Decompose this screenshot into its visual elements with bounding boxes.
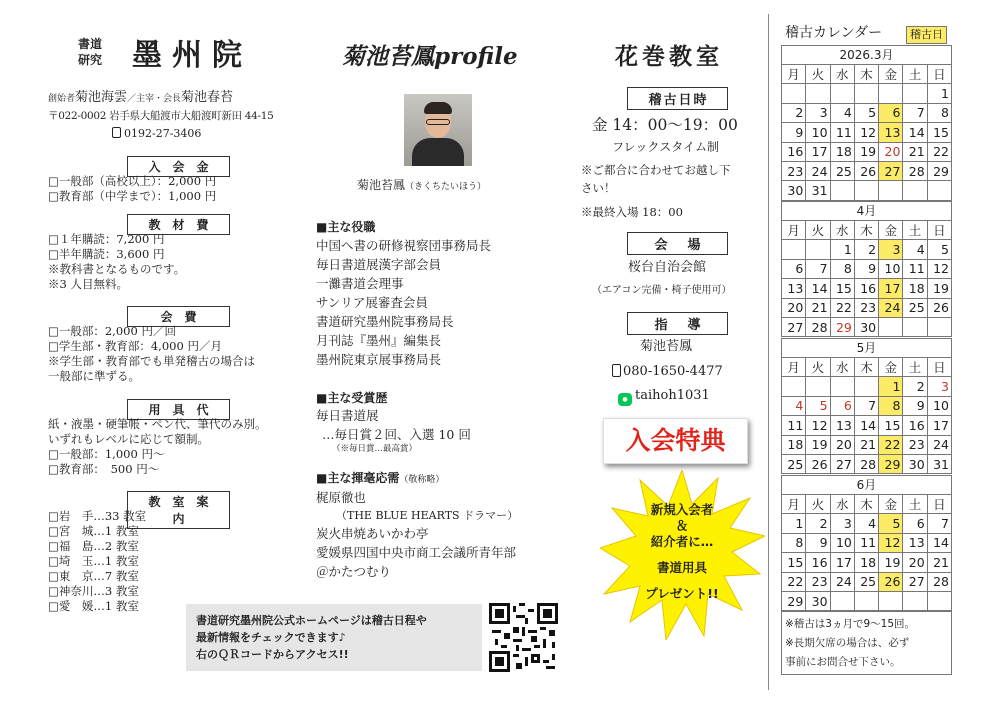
calendar-day: 2 [806,514,830,533]
small-label-line: 書道 [78,37,103,51]
work-item: ＠かたつむり [316,564,392,579]
venue-note: （エアコン完備・椅子使用可） [592,285,732,296]
instructor-phone-line [612,364,723,379]
calendar-day: 13 [830,416,854,435]
calendar-day: 30 [854,317,878,336]
weekday-header: 月 [782,65,806,84]
schedule-note1: ※ご都合に合わせてお越し下 [581,163,731,177]
calendar-day: 23 [854,298,878,317]
weekday-header: 土 [903,358,927,377]
burst-line: 書道用具 [656,560,707,575]
calendar-day [903,591,927,610]
weekday-header: 金 [879,65,903,84]
calendar-day: 6 [830,396,854,415]
role-item: 一灘書道会理事 [316,276,404,291]
materials-title: 教材費 [127,214,230,235]
tools-title: 用具代 [127,399,230,420]
calendar-note: 事前にお問合せ下さい。 [785,656,901,668]
calendar-day: 21 [927,553,951,572]
calendar-day [830,591,854,610]
calendar-day: 14 [903,123,927,142]
calendar-day: 2 [782,103,806,122]
header-small-label [78,36,102,68]
phone-line [112,126,201,141]
calendar-day [854,377,878,396]
calendar-day: 26 [806,454,830,473]
campaign-title: 入会特典 [603,418,748,464]
list-item: ※教科書となるものです。 [48,262,186,276]
homepage-note-line: 右のＱＲコードからアクセス!! [196,648,349,661]
calendar-day: 9 [782,123,806,142]
calendar-day [830,377,854,396]
calendar-day: 24 [806,161,830,180]
list-item: ※3 人目無料。 [48,277,128,291]
weekday-header: 火 [806,65,830,84]
schedule-flex: フレックスタイム制 [612,140,720,154]
calendar-day: 17 [927,416,951,435]
calendar-day [903,317,927,336]
calendar-day: 13 [903,533,927,552]
calendar-day [854,591,878,610]
work-item: 愛媛県四国中央市商工会議所青年部 [316,545,517,560]
classrooms-title: 教室案内 [127,491,230,529]
award-item: 毎日書道展 [316,408,379,423]
calendar-day: 21 [854,435,878,454]
calendar-day: 20 [879,142,903,161]
calendar-day: 1 [830,240,854,259]
calendar-day: 12 [854,123,878,142]
admission-title: 入会金 [127,156,230,177]
homepage-note-line: 最新情報をチェックできます♪ [196,631,346,644]
calendar-day: 9 [806,533,830,552]
calendar-day: 16 [903,416,927,435]
schedule-note2: ※最終入場 18：00 [581,205,683,219]
calendar-day: 7 [903,103,927,122]
line-id[interactable]: taihoh1031 [635,388,710,403]
calendar-day: 16 [782,142,806,161]
small-label-line: 研究 [78,53,103,67]
calendar-day: 17 [806,142,830,161]
weekday-header: 木 [854,221,878,240]
calendar-day: 9 [854,259,878,278]
homepage-note-line: 書道研究墨州院公式ホームページは稽古日程や [196,614,427,627]
instructor-phone[interactable]: 080-1650-4477 [623,364,723,379]
role-item: 月刊誌『墨州』編集長 [316,333,442,348]
calendar-day: 3 [830,514,854,533]
list-item: 一般部に準ずる。 [48,369,140,383]
fees-title: 会費 [127,306,230,327]
roles-heading: ■主な役職 [316,220,376,234]
calendar-day [927,317,951,336]
calendar-day: 31 [806,181,830,200]
calendar-day: 4 [830,103,854,122]
calendar-day: 4 [854,514,878,533]
weekday-header: 月 [782,495,806,514]
calendar-note: ※稽古は3ヵ月で9～15回。 [785,618,916,630]
phone-number: 0192-27-3406 [124,127,202,140]
list-item: □宮 城…1 教室 [48,524,139,538]
calendar-day: 25 [782,454,806,473]
weekday-header: 日 [927,358,951,377]
calendar-day: 15 [782,553,806,572]
weekday-header: 木 [854,358,878,377]
role-item: 毎日書道展漢字部会員 [316,257,442,272]
calendar-day: 20 [782,298,806,317]
month-label: 6月 [781,475,952,494]
month-label: 5月 [781,338,952,357]
calendar-day: 28 [927,572,951,591]
weekday-header: 金 [879,221,903,240]
founder-name: 菊池海雲 [75,90,128,105]
works-title: ■主な揮毫応需 [316,471,400,485]
weekday-header: 月 [782,221,806,240]
role-item: 書道研究墨州院事務局長 [316,314,454,329]
work-item: 梶原徹也 [316,490,367,505]
calendar-day: 2 [854,240,878,259]
weekday-header: 火 [806,358,830,377]
calendar-day: 26 [854,161,878,180]
calendar-day: 16 [854,279,878,298]
calendar-day: 4 [903,240,927,259]
calendar-day: 17 [879,279,903,298]
calendar-day [782,377,806,396]
work-item: 炭火串焼あいかわ亭 [316,526,429,541]
list-item: □教育部： 500 円～ [48,462,160,476]
calendar-month [781,45,952,201]
list-item: □１年購読：7,200 円 [48,232,165,246]
calendar-day: 1 [879,377,903,396]
month-label: 4月 [781,201,952,220]
profile-title: 菊池苔鳳profile [342,43,518,70]
weekday-header: 水 [830,65,854,84]
calendar-day: 3 [806,103,830,122]
works-note: （敬称略） [399,475,445,485]
weekday-header: 火 [806,221,830,240]
calendar-day [806,84,830,103]
classroom-title: 花巻教室 [615,43,723,70]
calendar-day: 20 [903,553,927,572]
calendar-day: 12 [806,416,830,435]
list-item: □東 京…7 教室 [48,569,139,583]
calendar-day: 11 [854,533,878,552]
calendar-day: 27 [782,317,806,336]
president-name: 菊池春苔 [181,90,234,105]
weekday-header: 水 [830,358,854,377]
role-item: 墨州院東京展事務局長 [316,352,442,367]
list-item: □学生部・教育部：4,000 円／月 [48,339,222,353]
fees-list [48,324,255,384]
calendar-day [830,181,854,200]
calendar-day: 30 [903,454,927,473]
calendar-day: 20 [830,435,854,454]
schedule-note1b: さい！ [581,181,616,195]
venue-title: 会場 [627,232,728,255]
calendar-title: 稽古カレンダー [785,25,883,41]
calendar-month [781,338,952,474]
calendar-day: 26 [879,572,903,591]
profile-name-line [357,178,486,195]
roles-list [316,236,491,369]
calendar-day: 10 [806,123,830,142]
calendar-day: 12 [879,533,903,552]
calendar-day: 6 [903,514,927,533]
qr-code[interactable] [489,603,558,672]
calendar-month [781,475,952,611]
role-item: 中国へ書の研修視察団事務局長 [316,238,492,253]
weekday-header: 日 [927,495,951,514]
calendar-day: 18 [830,142,854,161]
photo-body [412,138,464,166]
awards-list [316,406,471,455]
founder-line [48,90,233,107]
calendar-day: 31 [927,454,951,473]
weekday-header: 日 [927,65,951,84]
weekday-header: 土 [903,495,927,514]
calendar-day: 19 [927,279,951,298]
calendar-day: 30 [782,181,806,200]
calendar-day: 24 [830,572,854,591]
calendar-day: 8 [879,396,903,415]
calendar-day: 27 [879,161,903,180]
calendar-day: 8 [927,103,951,122]
burst-line: 新規入会者 [650,502,714,517]
list-item: □福 島…2 教室 [48,539,139,553]
calendar-day: 6 [879,103,903,122]
weekday-header: 金 [879,358,903,377]
list-item: □愛 媛…1 教室 [48,599,139,613]
calendar-note: ※長期欠席の場合は、必ず [785,637,910,649]
phone-icon [112,127,121,138]
calendar-day: 18 [782,435,806,454]
calendar-day: 19 [879,553,903,572]
calendar-day: 22 [927,142,951,161]
calendar-day: 11 [903,259,927,278]
calendar-day [782,240,806,259]
list-item: □教育部（中学まで）：1,000 円 [48,189,217,203]
calendar-day: 14 [806,279,830,298]
calendar-day: 19 [806,435,830,454]
calendar-day: 10 [830,533,854,552]
phone-icon [612,364,621,377]
calendar-day: 9 [903,396,927,415]
list-item: □神奈川…3 教室 [48,584,139,598]
calendar-day [854,181,878,200]
calendar-day: 7 [927,514,951,533]
calendar-day: 21 [806,298,830,317]
admission-list [48,174,216,204]
weekday-header: 火 [806,495,830,514]
founder-mid: ／主宰・会長 [127,94,182,104]
calendar-day: 17 [830,553,854,572]
calendar-notes [781,611,952,675]
works-list [316,488,518,581]
calendar-day: 23 [903,435,927,454]
photo-hair [424,102,452,114]
burst-line: 紹介者に… [650,534,714,549]
burst-line: ＆ [675,518,689,533]
address: 〒022-0002 岩手県大船渡市大船渡町新田 44-15 [48,110,274,122]
calendar-day: 5 [806,396,830,415]
calendar-day: 14 [854,416,878,435]
calendar-day: 22 [782,572,806,591]
calendar-day [854,84,878,103]
calendar-day: 28 [806,317,830,336]
list-item: □一般部（高校以上）：2,000 円 [48,174,217,188]
calendar-day: 11 [782,416,806,435]
instructor-line-row [618,388,710,406]
calendar-day [806,240,830,259]
calendar-day: 25 [854,572,878,591]
calendar-day: 28 [854,454,878,473]
calendar-day: 25 [903,298,927,317]
calendar-day: 4 [782,396,806,415]
calendar-day [879,84,903,103]
homepage-note-box [186,604,482,671]
work-item: （THE BLUE HEARTS ドラマー） [336,509,519,522]
calendar-day: 22 [830,298,854,317]
calendar-day: 22 [879,435,903,454]
tools-list [48,417,267,477]
calendar-day: 29 [782,591,806,610]
calendar-day: 30 [806,591,830,610]
list-item: □岩 手…33 教室 [48,509,147,523]
calendar-day: 12 [927,259,951,278]
profile-reading: （きくちたいほう） [405,182,487,192]
calendar-day: 8 [782,533,806,552]
calendar-day: 11 [830,123,854,142]
schedule-title: 稽古日時 [627,87,728,110]
campaign-burst-text [620,500,744,604]
weekday-header: 土 [903,65,927,84]
calendar-day: 10 [927,396,951,415]
calendar-day: 27 [903,572,927,591]
line-app-icon: ● [618,393,632,406]
list-item: ※学生部・教育部でも単発稽古の場合は [48,354,255,368]
calendar-day: 14 [927,533,951,552]
calendar-day: 15 [879,416,903,435]
calendar-day [903,84,927,103]
calendar-day: 18 [854,553,878,572]
calendar-day [830,84,854,103]
calendar-day: 19 [854,142,878,161]
calendar-day [879,181,903,200]
burst-line: プレゼント!! [645,586,719,601]
weekday-header: 金 [879,495,903,514]
calendar-day [903,181,927,200]
calendar-day: 5 [927,240,951,259]
award-note: （※毎日賞…最高賞） [332,444,418,454]
weekday-header: 水 [830,221,854,240]
profile-name: 菊池苔鳳 [357,178,406,192]
founder-prefix: 創始者 [48,94,76,104]
calendar-day: 25 [830,161,854,180]
list-item: □一般部：1,000 円～ [48,447,165,461]
profile-photo [404,94,472,166]
instructor-title: 指導 [627,312,728,335]
works-heading [316,471,444,488]
calendar-day: 6 [782,259,806,278]
school-name: 墨州院 [132,38,252,73]
calendar-day: 13 [782,279,806,298]
calendar-day: 15 [830,279,854,298]
calendar-day: 29 [927,161,951,180]
calendar-day: 23 [782,161,806,180]
calendar-day: 3 [927,377,951,396]
calendar-day: 24 [879,298,903,317]
calendar-day: 7 [854,396,878,415]
calendar-day: 1 [927,84,951,103]
weekday-header: 木 [854,495,878,514]
classrooms-list [48,509,146,614]
venue-name: 桜台自治会館 [628,260,707,275]
calendar-day: 1 [782,514,806,533]
schedule-time: 金 14：00～19：00 [592,116,738,134]
calendar-day: 28 [903,161,927,180]
role-item: サンリア展審査会員 [316,295,428,310]
calendar-day: 10 [879,259,903,278]
calendar-day: 16 [806,553,830,572]
calendar-day [782,84,806,103]
awards-heading: ■主な受賞歴 [316,391,388,405]
calendar-day: 24 [927,435,951,454]
calendar-day: 18 [903,279,927,298]
calendar-day: 29 [879,454,903,473]
calendar-day: 7 [806,259,830,278]
month-label: 2026.3月 [781,45,952,64]
list-item: □埼 玉…1 教室 [48,554,139,568]
list-item: □半年購読：3,600 円 [48,247,165,261]
materials-list [48,232,185,292]
calendar-month [781,201,952,337]
calendar-day: 5 [854,103,878,122]
weekday-header: 水 [830,495,854,514]
weekday-header: 土 [903,221,927,240]
list-item: 紙・液墨・硬筆帳・ペン代、筆代のみ別。 [48,417,267,431]
calendar-day: 8 [830,259,854,278]
list-item: いずれもレベルに応じて額制。 [48,432,209,446]
calendar-day [927,591,951,610]
calendar-day: 29 [830,317,854,336]
calendar-day: 2 [903,377,927,396]
calendar-day: 27 [830,454,854,473]
weekday-header: 月 [782,358,806,377]
instructor-name: 菊池苔鳳 [640,339,693,354]
calendar-day: 26 [927,298,951,317]
calendar-day: 23 [806,572,830,591]
calendar-day [806,377,830,396]
calendar-day: 3 [879,240,903,259]
weekday-header: 木 [854,65,878,84]
calendar-day: 5 [879,514,903,533]
list-item: □一般部：2,000 円／回 [48,324,176,338]
calendar-day [879,317,903,336]
calendar-day: 15 [927,123,951,142]
calendar-divider [768,14,769,690]
photo-glasses [426,119,450,125]
calendar-day [879,591,903,610]
weekday-header: 日 [927,221,951,240]
calendar-day: 21 [903,142,927,161]
award-item: …毎日賞２回、入選 10 回 [322,427,471,442]
calendar-day [927,181,951,200]
calendar-badge: 稽古日 [906,26,947,44]
calendar-day: 13 [879,123,903,142]
